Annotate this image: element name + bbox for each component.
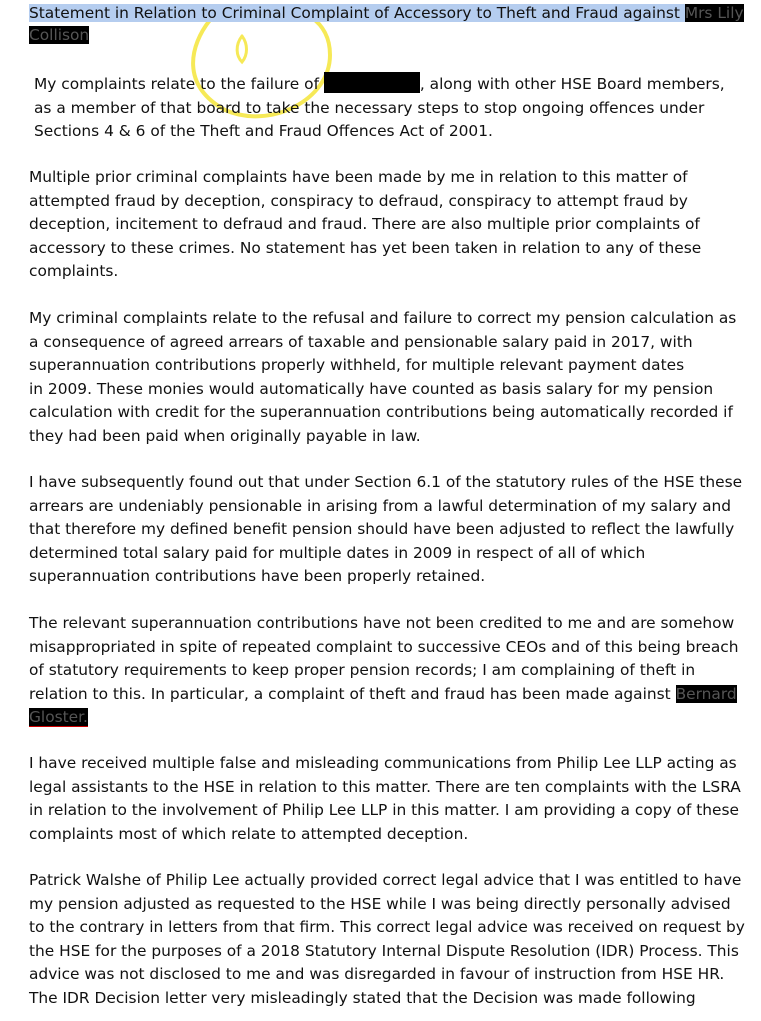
paragraph-line: complaints most of which relate to attempted deception. <box>29 824 469 843</box>
paragraph-line: in 2009. These monies would automatically have counted as basis salary for my pension <box>29 379 714 398</box>
redacted-name-continued: Gloster. <box>29 708 88 726</box>
paragraph-line: My criminal complaints relate to the refusal and failure to correct my pension calculation as <box>29 309 737 327</box>
paragraph-line: that therefore my defined benefit pension should have been adjusted to reflect the lawfully <box>29 520 735 538</box>
paragraph-line: The relevant superannuation contributions have not been credited to me and are somehow <box>29 614 735 632</box>
paragraph-line <box>29 706 754 730</box>
paragraph-2 <box>29 166 749 284</box>
paragraph-line: attempted fraud by deception, conspiracy to defraud, conspiracy to attempt fraud by <box>29 191 688 210</box>
redaction-box <box>324 72 420 93</box>
paragraph-line: My complaints relate to the failure of , along with other HSE Board members, <box>34 72 754 97</box>
paragraph-line: accessory to these crimes. No statement has yet been taken in relation to any of these <box>29 238 702 257</box>
redacted-name-continued: Collison <box>29 26 90 44</box>
paragraph-line: I have received multiple false and misleading communications from Philip Lee LLP acting as <box>29 754 737 772</box>
paragraph-line: advice was not disclosed to me and was disregarded in favour of instruction from HSE HR. <box>29 965 725 983</box>
paragraph-line: superannuation contributions properly withheld, for multiple relevant payment dates <box>29 356 685 374</box>
paragraph-6 <box>29 752 754 846</box>
paragraph-line: complaints. <box>29 262 119 280</box>
paragraph-3 <box>29 307 754 448</box>
paragraph-line: Patrick Walshe of Philip Lee actually provided correct legal advice that I was entitled to have <box>29 871 742 889</box>
paragraph-line: the HSE for the purposes of a 2018 Statutory Internal Dispute Resolution (IDR) Process. This <box>29 941 739 960</box>
title-text: Statement in Relation to Criminal Complaint of Accessory to Theft and Fraud against <box>29 4 685 22</box>
statement-title <box>29 2 749 46</box>
paragraph-line: determined total salary paid for multiple dates in 2009 in respect of all of which <box>29 543 646 562</box>
paragraph-line: relation to this. In particular, a complaint of theft and fraud has been made against Bernard <box>29 684 737 703</box>
paragraph-line: my pension adjusted as requested to the HSE while I was being directly personally advised <box>29 894 731 913</box>
paragraph-4 <box>29 471 754 589</box>
paragraph-1 <box>29 72 754 144</box>
paragraph-5 <box>29 612 754 730</box>
paragraph-line: The IDR Decision letter very misleadingly stated that the Decision was made following <box>29 988 696 1007</box>
paragraph-line: deception, incitement to defraud and fraud. There are also multiple prior complaints of <box>29 215 700 233</box>
paragraph-line: Multiple prior criminal complaints have been made by me in relation to this matter of <box>29 168 688 186</box>
paragraph-line: arrears are undeniably pensionable in arising from a lawful determination of my salary and <box>29 496 732 515</box>
redacted-name: Bernard <box>675 684 737 703</box>
paragraph-line: in relation to the involvement of Philip Lee LLP in this matter. I am providing a copy of these <box>29 801 739 819</box>
paragraph-line: legal assistants to the HSE in relation to this matter. There are ten complaints with the LSRA <box>29 777 741 796</box>
paragraph-line: a consequence of agreed arrears of taxable and pensionable salary paid in 2017, with <box>29 332 693 351</box>
paragraph-line: of statutory requirements to keep proper pension records; I am complaining of theft in <box>29 661 696 679</box>
paragraph-line: superannuation contributions have been properly retained. <box>29 567 486 585</box>
paragraph-line: I have subsequently found out that under Section 6.1 of the statutory rules of the HSE these <box>29 473 743 491</box>
paragraph-line: misappropriated in spite of repeated complaint to successive CEOs and of this being breach <box>29 637 739 656</box>
paragraph-line: calculation with credit for the superannuation contributions being automatically recorded if <box>29 403 733 421</box>
redacted-name: Mrs Lily <box>684 4 744 22</box>
paragraph-7 <box>29 869 754 1010</box>
paragraph-line: Sections 4 & 6 of the Theft and Fraud Offences Act of 2001. <box>34 122 493 140</box>
paragraph-line: to the contrary in letters from that firm. This correct legal advice was received on request by <box>29 918 745 936</box>
paragraph-line: as a member of that board to take the necessary steps to stop ongoing offences under <box>34 98 705 117</box>
paragraph-line: they had been paid when originally payable in law. <box>29 426 421 445</box>
